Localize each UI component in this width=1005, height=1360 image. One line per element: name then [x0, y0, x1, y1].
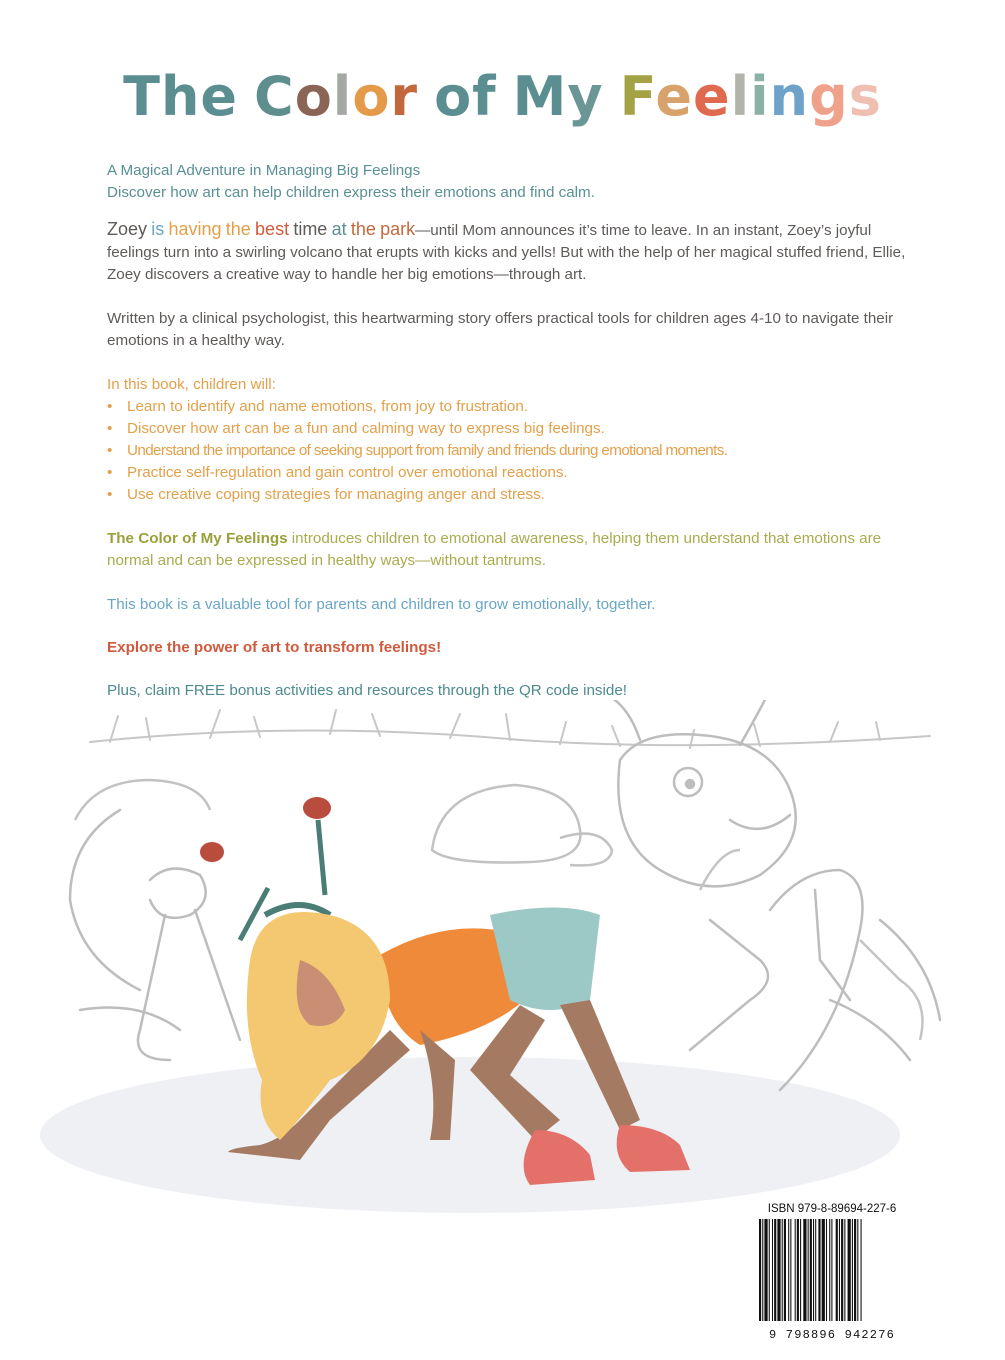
list-item: • Discover how art can be a fun and calming way to express big feelings. — [107, 418, 907, 440]
barcode-bar — [813, 1219, 814, 1321]
synopsis-paragraph — [107, 218, 907, 286]
barcode-bar — [836, 1219, 838, 1321]
barcode-bar — [800, 1219, 801, 1321]
title-word — [254, 62, 418, 132]
title-word — [513, 62, 604, 132]
barcode-bar — [797, 1219, 799, 1321]
word-is: is — [151, 219, 165, 239]
explore-line: Explore the power of art to transform feelings! — [107, 639, 442, 656]
barcode-bar — [852, 1219, 853, 1321]
title-letter: g — [809, 65, 849, 128]
barcode-bar — [822, 1219, 825, 1321]
list-item: • Use creative coping strategies for managing anger and stress. — [107, 484, 907, 506]
title-word — [434, 62, 497, 132]
title-letter: r — [390, 65, 419, 128]
learning-list — [107, 374, 907, 506]
isbn-barcode-block — [757, 1203, 907, 1342]
intro-book-title: The Color of My Feelings — [107, 530, 288, 547]
title-letter: T — [123, 65, 161, 128]
list-item: • Practice self-regulation and gain control over emotional reactions. — [107, 462, 907, 484]
barcode-bar — [790, 1219, 791, 1321]
word-time: time — [293, 219, 328, 239]
word-park: park — [380, 219, 416, 239]
plus-line: Plus, claim FREE bonus activities and resources through the QR code inside! — [107, 682, 628, 699]
back-cover-text — [107, 160, 907, 702]
title-letter: h — [160, 65, 201, 128]
title-letter: C — [254, 65, 295, 128]
synopsis-rest: —until Mom announces it’s time to leave. In an instant, Zoey’s joyful feelings turn into a swirling volcano that erupts with kicks and yells! But with the help of her magical stuffed friend, Ellie, Zoey discovers a creative way to handle her big emotions—through art. — [107, 222, 906, 283]
barcode-bar — [795, 1219, 796, 1321]
title-word — [620, 62, 882, 132]
tagline-line-2: Discover how art can help children express their emotions and find calm. — [107, 184, 595, 201]
barcode-bar — [782, 1219, 783, 1321]
title-letter: o — [352, 65, 391, 128]
author-paragraph: Written by a clinical psychologist, this heartwarming story offers practical tools for children ages 4-10 to navigate their emotions in a healthy way. — [107, 310, 894, 349]
barcode-bar — [854, 1219, 856, 1321]
barcode-bar — [839, 1219, 840, 1321]
list-heading: In this book, children will: — [107, 376, 276, 393]
barcode-bar — [774, 1219, 776, 1321]
barcode-bar — [759, 1219, 761, 1321]
barcode-digits: 9 798896 942276 — [768, 1328, 896, 1342]
right-sketch-legs — [700, 850, 923, 1040]
word-the: the — [225, 219, 251, 239]
barcode-bar — [861, 1219, 862, 1321]
title-letter: F — [619, 65, 656, 128]
title-letter: f — [472, 65, 497, 128]
barcode-bar — [815, 1219, 816, 1321]
title-letter: o — [434, 65, 473, 128]
tool-line: This book is a valuable tool for parents and children to grow emotionally, together. — [107, 596, 656, 613]
rock-sketches — [75, 780, 612, 865]
barcode-bar — [810, 1219, 812, 1321]
barcode-bar — [857, 1219, 858, 1321]
tagline — [107, 160, 907, 204]
barcode-bar — [818, 1219, 820, 1321]
ground-shadow — [40, 1057, 900, 1213]
barcode-bar — [777, 1219, 780, 1321]
title-letter: l — [730, 65, 751, 128]
barcode-bar — [764, 1219, 767, 1321]
title-letter: l — [332, 65, 353, 128]
barcode-bar — [803, 1219, 806, 1321]
barcode-bar — [762, 1219, 763, 1321]
title-letter: o — [294, 65, 333, 128]
word-having: having — [168, 219, 222, 239]
word-best: best — [255, 219, 290, 239]
word-at: at — [331, 219, 347, 239]
title-letter: e — [655, 65, 693, 128]
barcode-bar — [831, 1219, 832, 1321]
list-item: • Learn to identify and name emotions, from joy to frustration. — [107, 396, 907, 418]
barcode-bar — [788, 1219, 789, 1321]
list-item: • Understand the importance of seeking support from family and friends during emotional moments. — [107, 440, 907, 462]
grass-sketch — [90, 710, 930, 748]
barcode-bar — [829, 1219, 830, 1321]
barcode-bar — [808, 1219, 809, 1321]
title-letter: s — [848, 65, 882, 128]
word-the-2: the — [350, 219, 376, 239]
barcode-bar — [784, 1219, 786, 1321]
title-letter: e — [200, 65, 239, 128]
title-letter: y — [567, 65, 604, 128]
title-letter: M — [512, 65, 568, 128]
book-title — [0, 62, 1005, 132]
title-letter: n — [769, 65, 810, 128]
title-letter: i — [750, 65, 770, 128]
isbn-label: ISBN 979-8-89694-227-6 — [767, 1203, 897, 1215]
barcode — [757, 1219, 907, 1321]
barcode-bar — [848, 1219, 851, 1321]
title-letter: e — [692, 65, 731, 128]
barcode-bar — [769, 1219, 770, 1321]
intro-paragraph — [107, 528, 907, 572]
word-zoey: Zoey — [107, 219, 148, 239]
barcode-bar — [841, 1219, 843, 1321]
barcode-bar — [826, 1219, 827, 1321]
barcode-bar — [844, 1219, 845, 1321]
title-word — [123, 62, 238, 132]
tagline-line-1: A Magical Adventure in Managing Big Feelings — [107, 162, 421, 179]
barcode-bar — [772, 1219, 773, 1321]
intro-rest: introduces children to emotional awareness, helping them understand that emotions are normal and can be expressed in healthy ways—without tantrums. — [107, 530, 882, 569]
